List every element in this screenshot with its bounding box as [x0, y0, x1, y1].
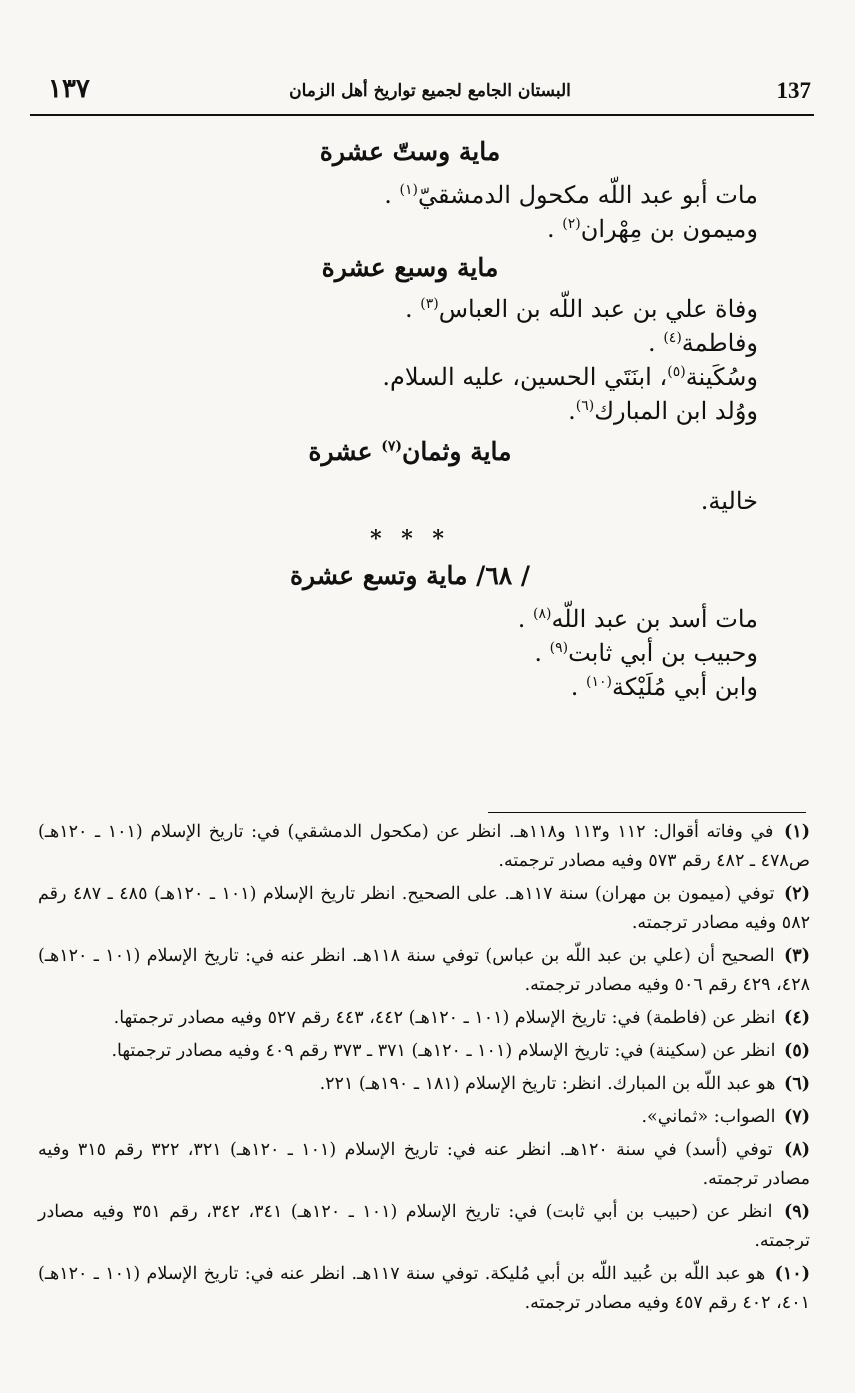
line-text: وفاة علي بن عبد اللّه بن العباس [438, 295, 758, 323]
footnote-text: الصحيح أن (علي بن عبد اللّه بن عباس) توفي سنة ١١٨هـ. انظر عنه في: تاريخ الإسلام (١٠١ ـ ١٢٠هـ) ٤٢٨، ٤٢٩ رقم ٥٠٦ وفيه مصادر ترجمته. [38, 946, 810, 995]
footnote-text: في وفاته أقوال: ١١٢ و١١٣ و١١٨هـ. انظر عن (مكحول الدمشقي) في: تاريخ الإسلام (١٠١ ـ ١٢٠هـ) ص٤٧٨ ـ ٤٨٢ رقم ٥٧٣ وفيه مصادر ترجمته. [38, 822, 810, 871]
footnote-number: (٥) [784, 1041, 810, 1061]
section-divider-stars: * * * [370, 526, 450, 552]
footnote [38, 1004, 810, 1033]
line-text: وميمون بن مِهْران [580, 215, 758, 243]
line-text: مات أبو عبد اللّه مكحول الدمشقيّ [417, 181, 758, 209]
footnote-ref: (٦) [575, 398, 595, 414]
footnotes [38, 818, 810, 1322]
section-title [60, 436, 760, 468]
line-text: وابن أبي مُلَيْكة [612, 673, 758, 701]
footnote [38, 1260, 810, 1318]
footnote-text: توفي (ميمون بن مهران) سنة ١١٧هـ. على الصحيح. انظر تاريخ الإسلام (١٠١ ـ ١٢٠هـ) ٤٨٥ ـ ٤٨٧ رقم ٥٨٢ وفيه مصادر ترجمته. [38, 884, 810, 933]
line-text: وحبيب بن أبي ثابت [568, 639, 758, 667]
footnote-number: (٢) [784, 884, 810, 904]
footnote-text: هو عبد اللّه بن عُبيد اللّه بن أبي مُليكة. توفي سنة ١١٧هـ. انظر عنه في: تاريخ الإسلام (١٠١ ـ ١٢٠هـ) ٤٠١، ٤٠٢ رقم ٤٥٧ وفيه مصادر ترجمته. [38, 1264, 810, 1313]
footnote [38, 1136, 810, 1194]
section-title: ماية وسبع عشرة [321, 253, 499, 282]
main-text [60, 128, 760, 704]
footnote-text: انظر عن (حبيب بن أبي ثابت) في: تاريخ الإسلام (١٠١ ـ ١٢٠هـ) ٣٤١، ٣٤٢، رقم ٣٥١ وفيه مصادر ترجمته. [38, 1202, 810, 1251]
text-line [60, 212, 760, 246]
text-line [60, 670, 760, 704]
footnote-ref: (٨) [532, 606, 552, 622]
section-title-end: عشرة [308, 437, 382, 466]
section-title: / ٦٨/ ماية وتسع عشرة [289, 561, 531, 590]
footnote-number: (١) [784, 822, 810, 842]
line-text: وسُكَينة [685, 363, 758, 391]
text-line [60, 484, 760, 518]
text-line [60, 292, 760, 326]
footnote-ref: (٧) [381, 438, 403, 455]
line-tail: . [384, 181, 400, 209]
footnote-text: انظر عن (فاطمة) في: تاريخ الإسلام (١٠١ ـ ١٢٠هـ) ٤٤٢، ٤٤٣ رقم ٥٢٧ وفيه مصادر ترجمتها. [113, 1008, 776, 1028]
footnote-text: انظر عن (سكينة) في: تاريخ الإسلام (١٠١ ـ ١٢٠هـ) ٣٧١ ـ ٣٧٣ رقم ٤٠٩ وفيه مصادر ترجمتها. [111, 1041, 776, 1061]
page-number-arabic: ١٣٧ [48, 74, 90, 104]
footnote-ref: (٥) [667, 364, 686, 380]
line-tail: . [517, 605, 533, 633]
footnote-ref: (١) [399, 182, 418, 198]
footnote-ref: (٩) [549, 640, 569, 656]
section-118 [60, 436, 760, 518]
footnote-number: (٩) [784, 1202, 810, 1222]
line-tail: . [648, 329, 664, 357]
footnote-number: (٣) [784, 946, 810, 966]
text-line [60, 326, 760, 360]
footnote-number: (٧) [784, 1107, 810, 1127]
line-tail: . [534, 639, 550, 667]
line-tail: . [405, 295, 421, 323]
line-text: مات أسد بن عبد اللّه [551, 605, 758, 633]
footnote-number: (٦) [784, 1074, 810, 1094]
line-text: خالية. [700, 487, 758, 515]
footnote-separator [488, 812, 806, 813]
footnote-text: توفي (أسد) في سنة ١٢٠هـ. انظر عنه في: تاريخ الإسلام (١٠١ ـ ١٢٠هـ) ٣٢١، ٣٢٢ رقم ٣١٥ وفيه مصادر ترجمته. [38, 1140, 810, 1189]
footnote [38, 880, 810, 938]
footnote-text: هو عبد اللّه بن المبارك. انظر: تاريخ الإسلام (١٨١ ـ ١٩٠هـ) ٢٢١. [319, 1074, 776, 1094]
footnote-text: الصواب: «ثماني». [641, 1107, 776, 1127]
text-line [60, 602, 760, 636]
line-tail: . [570, 673, 587, 701]
running-title: البستان الجامع لجميع تواريخ أهل الزمان [289, 81, 571, 101]
text-line [60, 360, 760, 394]
footnote [38, 1070, 810, 1099]
section-title-start: ماية وثمان [402, 437, 512, 466]
line-tail: ، ابنَتَي الحسين، عليه السلام. [382, 363, 668, 391]
footnote-ref: (٢) [562, 216, 581, 232]
page-header [30, 70, 815, 116]
line-tail: . [568, 397, 576, 425]
section-116 [60, 136, 760, 246]
section-title: ماية وستّ عشرة [319, 137, 501, 166]
footnote-ref: (٤) [663, 330, 682, 346]
text-line [60, 394, 760, 428]
footnote [38, 942, 810, 1000]
footnote-number: (١٠) [774, 1264, 810, 1284]
section-117 [60, 252, 760, 428]
footnote [38, 1037, 810, 1066]
section-119 [60, 524, 760, 704]
text-line [60, 178, 760, 212]
footnote [38, 818, 810, 876]
header-rule [30, 114, 814, 116]
footnote-number: (٤) [784, 1008, 810, 1028]
footnote [38, 1198, 810, 1256]
text-line [60, 636, 760, 670]
line-text: ووُلد ابن المبارك [594, 397, 758, 425]
line-text: وفاطمة [681, 329, 758, 357]
footnote-ref: (٣) [420, 296, 439, 312]
line-tail: . [547, 215, 563, 243]
page-number-latin: 137 [776, 78, 811, 103]
footnote-number: (٨) [784, 1140, 811, 1160]
footnote-ref: (١٠) [586, 674, 613, 690]
footnote [38, 1103, 810, 1132]
